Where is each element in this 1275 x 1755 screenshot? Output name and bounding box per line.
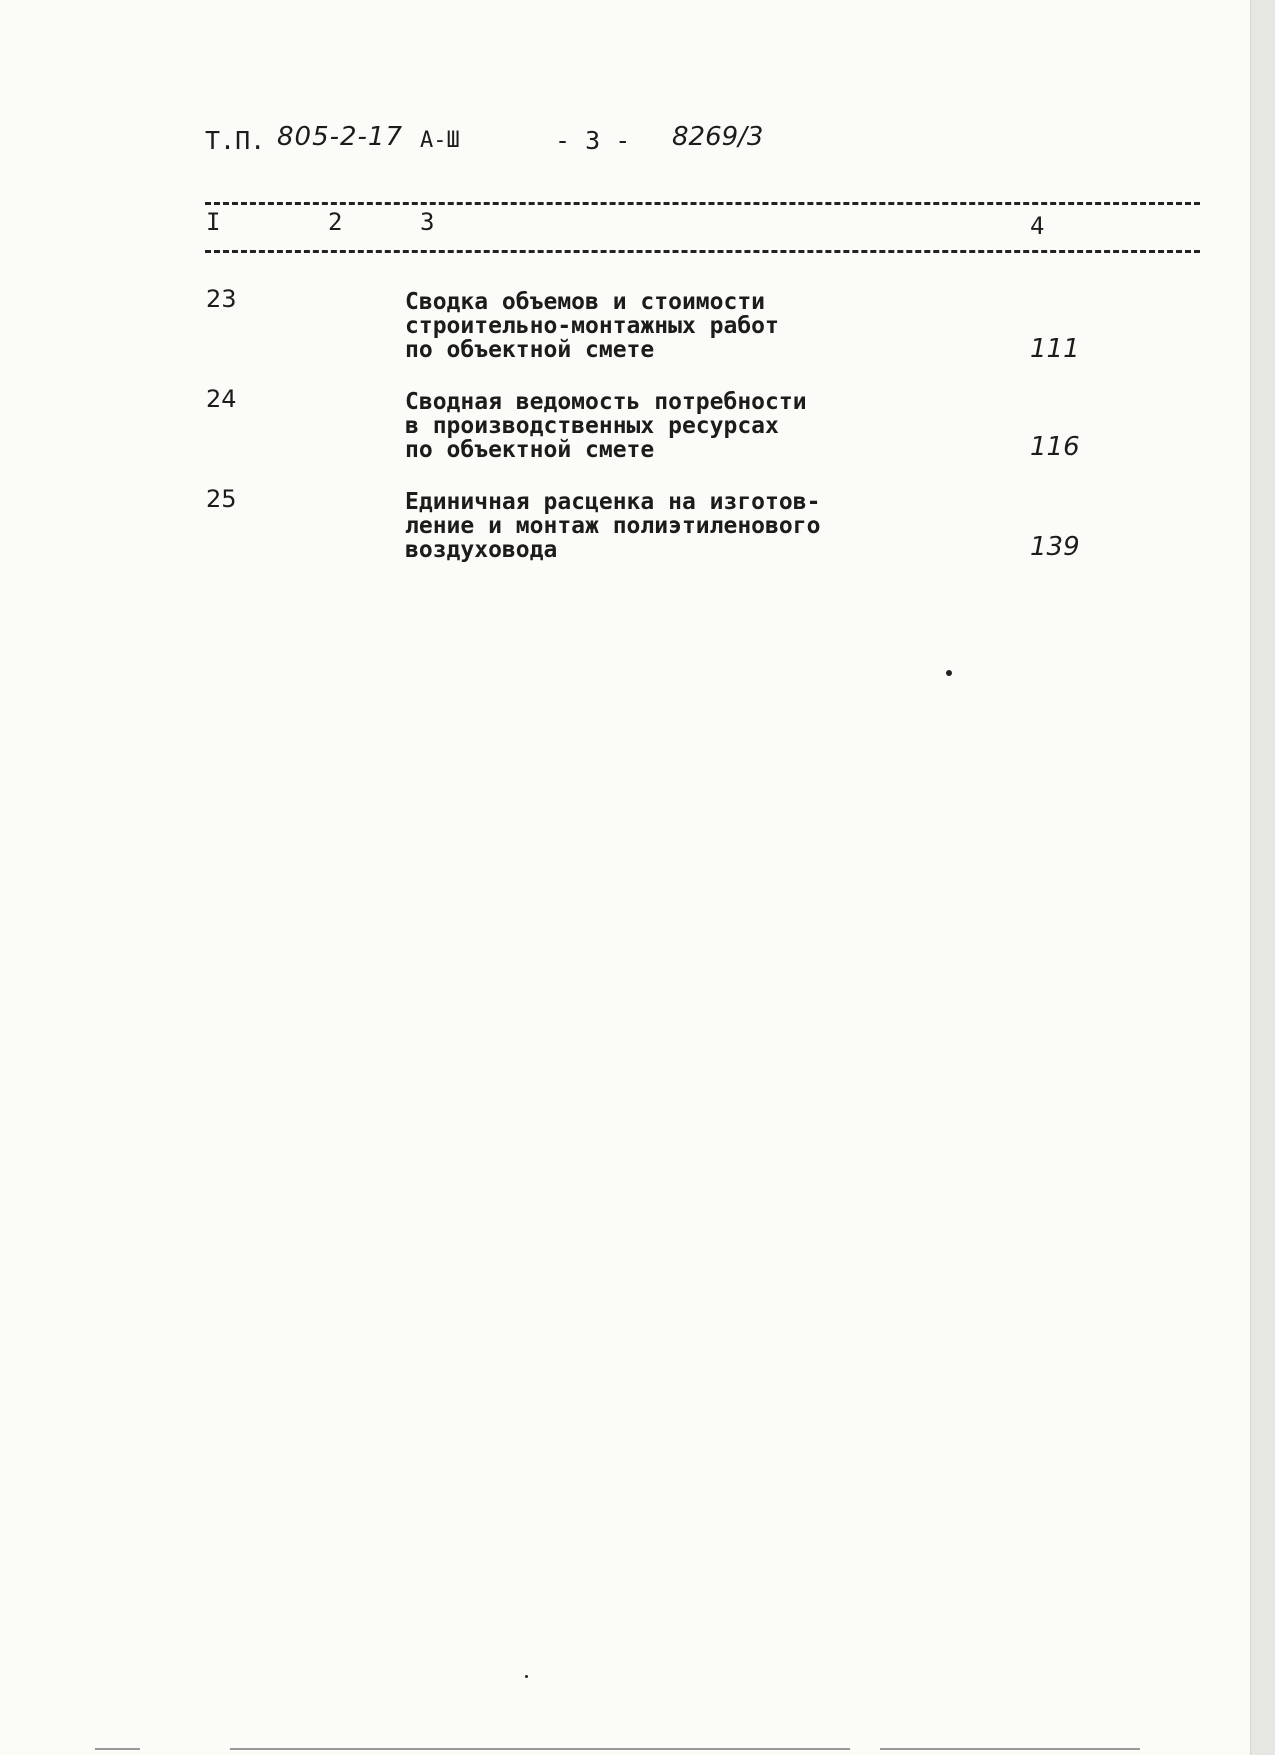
ink-speck	[946, 670, 952, 676]
column-header-4: 4	[1030, 212, 1045, 240]
scan-artifact	[95, 1748, 140, 1750]
table-top-rule	[205, 202, 1200, 205]
column-header-3: 3	[420, 208, 435, 236]
scan-artifact	[880, 1748, 1140, 1750]
tp-number: 805-2-17	[277, 122, 404, 152]
page-number: - 3 -	[555, 126, 631, 155]
row-number: 23	[206, 285, 237, 313]
row-description: Сводка объемов и стоимости строительно-монтажных работ по объектной смете	[405, 289, 779, 363]
row-page-number: 116	[1030, 432, 1080, 462]
row-number: 24	[206, 385, 237, 413]
row-page-number: 111	[1030, 334, 1080, 364]
ink-speck	[525, 1675, 528, 1678]
row-page-number: 139	[1030, 532, 1080, 562]
column-header-2: 2	[328, 208, 343, 236]
row-description: Единичная расценка на изготов- ление и монтаж полиэтиленового воздуховода	[405, 489, 821, 563]
row-number: 25	[206, 485, 237, 513]
archive-number: 8269/3	[672, 122, 764, 152]
scan-artifact	[230, 1748, 850, 1750]
tp-label: Т.П.	[205, 126, 266, 155]
scan-edge	[1250, 0, 1275, 1755]
row-description: Сводная ведомость потребности в производственных ресурсах по объектной смете	[405, 389, 807, 463]
table-header-rule	[205, 250, 1200, 253]
album-label: А-Ш	[420, 128, 460, 153]
column-header-1: I	[206, 208, 221, 236]
